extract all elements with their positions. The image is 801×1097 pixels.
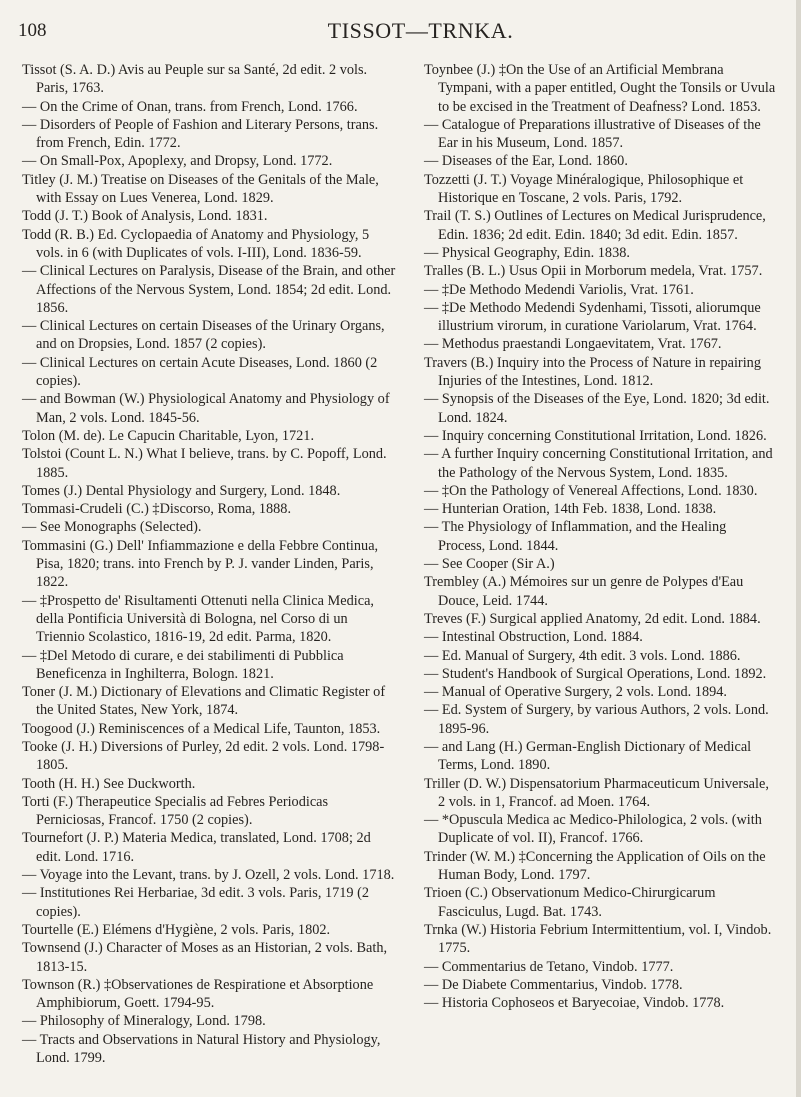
catalog-entry: Triller (D. W.) Dispensatorium Pharmaceuticum Universale, 2 vols. in 1, Francof. ad Moen. 1764.: [424, 775, 769, 810]
catalog-entry: — and Bowman (W.) Physiological Anatomy and Physiology of Man, 2 vols. Lond. 1845-56.: [22, 391, 390, 426]
catalog-entry: Travers (B.) Inquiry into the Process of Nature in repairing Injuries of the Intestines, Lond. 1812.: [424, 354, 761, 390]
catalog-entry: — Synopsis of the Diseases of the Eye, Lond. 1820; 3d edit. Lond. 1824.: [424, 391, 770, 426]
page-number: 108: [18, 20, 47, 41]
catalog-entry: — Manual of Operative Surgery, 2 vols. Lond. 1894.: [424, 684, 727, 701]
catalog-entry: Torti (F.) Therapeutice Specialis ad Febres Periodicas Perniciosas, Francof. 1750 (2 copies).: [22, 793, 329, 829]
page-edge: [796, 0, 801, 1097]
catalog-entry: — Ed. Manual of Surgery, 4th edit. 3 vols. Lond. 1886.: [424, 647, 741, 664]
catalog-entry: — Tracts and Observations in Natural History and Physiology, Lond. 1799.: [22, 1031, 381, 1067]
catalog-entry: Todd (J. T.) Book of Analysis, Lond. 1831.: [22, 208, 268, 225]
catalog-entry: — Student's Handbook of Surgical Operations, Lond. 1892.: [424, 665, 767, 682]
catalog-entry: Tournefort (J. P.) Materia Medica, translated, Lond. 1708; 2d edit. Lond. 1716.: [22, 830, 371, 865]
catalog-entry: Tolstoi (Count L. N.) What I believe, trans. by C. Popoff, Lond. 1885.: [22, 446, 387, 481]
catalog-entry: — and Lang (H.) German-English Dictionary of Medical Terms, Lond. 1890.: [424, 738, 752, 774]
catalog-entry: — See Monographs (Selected).: [22, 519, 202, 536]
catalog-entry: — Physical Geography, Edin. 1838.: [424, 244, 630, 261]
catalog-entry: — On the Crime of Onan, trans. from French, Lond. 1766.: [22, 98, 358, 115]
running-head: TISSOT—TRNKA.: [327, 18, 514, 43]
catalog-entry: — Commentarius de Tetano, Vindob. 1777.: [424, 958, 674, 975]
catalog-entry: Trnka (W.) Historia Febrium Intermittentium, vol. I, Vindob. 1775.: [424, 921, 772, 957]
catalog-entry: — Methodus praestandi Longaevitatem, Vrat. 1767.: [424, 336, 722, 353]
catalog-entry: Tozzetti (J. T.) Voyage Minéralogique, Philosophique et Historique en Toscane, 2 vols. Paris, 1792.: [424, 171, 744, 207]
catalog-entry: Trinder (W. M.) ‡Concerning the Application of Oils on the Human Body, Lond. 1797.: [424, 848, 766, 884]
catalog-entry: Toynbee (J.) ‡On the Use of an Artificial Membrana Tympani, with a paper entitled, Ought the Tonsils or Uvula to be excised in the Treatment of Deafness? Lond. 1853.: [424, 62, 776, 115]
catalog-entry: — Clinical Lectures on certain Acute Diseases, Lond. 1860 (2 copies).: [22, 354, 378, 390]
catalog-entry: — ‡On the Pathology of Venereal Affections, Lond. 1830.: [424, 482, 758, 499]
catalog-entry: Tolon (M. de). Le Capucin Charitable, Lyon, 1721.: [22, 427, 315, 444]
catalog-entry: — Historia Cophoseos et Baryecoiae, Vindob. 1778.: [424, 995, 725, 1012]
catalog-entry: Tooke (J. H.) Diversions of Purley, 2d edit. 2 vols. Lond. 1798-1805.: [22, 738, 385, 774]
catalog-entry: Treves (F.) Surgical applied Anatomy, 2d edit. Lond. 1884.: [424, 610, 761, 627]
catalog-entry: Tomes (J.) Dental Physiology and Surgery, Lond. 1848.: [22, 482, 341, 499]
catalog-entry: — Clinical Lectures on certain Diseases of the Urinary Organs, and on Dropsies, Lond. 1857 (2 copies).: [22, 318, 385, 353]
catalog-entry: Tommasini (G.) Dell' Infiammazione e della Febbre Continua, Pisa, 1820; trans. into French by P. J. vander Linden, Paris, 1822.: [22, 537, 379, 591]
catalog-entry: — A further Inquiry concerning Constitutional Irritation, and the Pathology of the Nervous System, Lond. 1835.: [424, 446, 773, 481]
catalog-entry: — Hunterian Oration, 14th Feb. 1838, Lond. 1838.: [424, 501, 717, 518]
catalog-entry: Tralles (B. L.) Usus Opii in Morborum medela, Vrat. 1757.: [424, 263, 763, 280]
catalog-entry: Toner (J. M.) Dictionary of Elevations and Climatic Register of the United States, New York, 1874.: [22, 684, 386, 719]
catalog-entry: — Ed. System of Surgery, by various Authors, 2 vols. Lond. 1895-96.: [424, 702, 769, 737]
catalog-entry: — ‡De Methodo Medendi Variolis, Vrat. 1761.: [424, 281, 694, 298]
catalog-entry: Townsend (J.) Character of Moses as an Historian, 2 vols. Bath, 1813-15.: [22, 940, 388, 975]
catalog-entry: Tourtelle (E.) Elémens d'Hygiène, 2 vols. Paris, 1802.: [22, 921, 331, 938]
catalog-entry: — *Opuscula Medica ac Medico-Philologica, 2 vols. (with Duplicate of vol. II), Francof. 1766.: [424, 812, 762, 847]
catalog-entry: — ‡Del Metodo di curare, e dei stabilimenti di Pubblica Beneficenza in Inghilterra, Bologn. 1821.: [22, 647, 344, 682]
catalog-entry: — Institutiones Rei Herbariae, 3d edit. 3 vols. Paris, 1719 (2 copies).: [22, 885, 370, 920]
catalog-entry: — ‡De Methodo Medendi Sydenhami, Tissoti, aliorumque illustrium virorum, in curatione Variolarum, Vrat. 1764.: [424, 299, 761, 335]
catalog-entry: Trioen (C.) Observationum Medico-Chirurgicarum Fasciculus, Lugd. Bat. 1743.: [424, 885, 716, 920]
catalog-entry: — The Physiology of Inflammation, and the Healing Process, Lond. 1844.: [424, 519, 727, 554]
catalog-entry: Trembley (A.) Mémoires sur un genre de Polypes d'Eau Douce, Leid. 1744.: [424, 574, 744, 609]
catalog-entry: — Clinical Lectures on Paralysis, Disease of the Brain, and other Affections of the Nervous System, Lond. 1854; 2d edit. Lond. 1856.: [22, 263, 396, 316]
catalog-entry: — Inquiry concerning Constitutional Irritation, Lond. 1826.: [424, 427, 767, 444]
catalog-entry: Titley (J. M.) Treatise on Diseases of the Genitals of the Male, with Essay on Lues Venerea, Lond. 1829.: [22, 171, 379, 207]
right-column: [424, 61, 776, 1012]
catalog-entry: Townson (R.) ‡Observationes de Respiratione et Absorptione Amphibiorum, Goett. 1794-95.: [22, 976, 374, 1012]
catalog-entry: — Catalogue of Preparations illustrative of Diseases of the Ear in his Museum, Lond. 1857.: [424, 116, 761, 152]
catalog-entry: Tommasi-Crudeli (C.) ‡Discorso, Roma, 1888.: [22, 501, 292, 518]
catalog-entry: — Voyage into the Levant, trans. by J. Ozell, 2 vols. Lond. 1718.: [22, 867, 395, 884]
catalog-entry: — Disorders of People of Fashion and Literary Persons, trans. from French, Edin. 1772.: [22, 116, 379, 152]
catalog-entry: Tooth (H. H.) See Duckworth.: [22, 775, 196, 792]
catalog-entry: — Philosophy of Mineralogy, Lond. 1798.: [22, 1013, 266, 1030]
catalog-entry: — Diseases of the Ear, Lond. 1860.: [424, 153, 628, 170]
catalog-entry: Tissot (S. A. D.) Avis au Peuple sur sa Santé, 2d edit. 2 vols. Paris, 1763.: [22, 62, 368, 97]
catalog-entry: — De Diabete Commentarius, Vindob. 1778.: [424, 976, 683, 993]
catalog-entry: — Intestinal Obstruction, Lond. 1884.: [424, 629, 643, 646]
catalog-entry: — See Cooper (Sir A.): [424, 556, 555, 573]
catalog-entry: Trail (T. S.) Outlines of Lectures on Medical Jurisprudence, Edin. 1836; 2d edit. Edin. 1840; 3d edit. Edin. 1857.: [424, 208, 766, 243]
left-column: [22, 61, 396, 1067]
catalog-entry: — On Small-Pox, Apoplexy, and Dropsy, Lond. 1772.: [22, 153, 333, 170]
catalog-entry: Todd (R. B.) Ed. Cyclopaedia of Anatomy and Physiology, 5 vols. in 6 (with Duplicates of vols. I-III), Lond. 1836-59.: [22, 226, 370, 261]
catalog-entry: — ‡Prospetto de' Risultamenti Ottenuti nella Clinica Medica, della Pontificia Università di Bologna, nel Corso di un Triennio Scolastico, 1816-19, 2d edit. Parma, 1820.: [22, 592, 374, 646]
catalog-entry: Toogood (J.) Reminiscences of a Medical Life, Taunton, 1853.: [22, 720, 381, 737]
